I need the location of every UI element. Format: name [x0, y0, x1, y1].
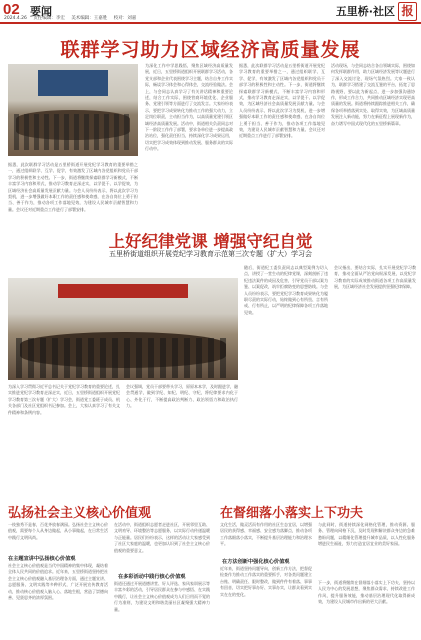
page-header [0, 0, 421, 24]
article4-subhead-1: 在方法创新中强化核心价值观 [222, 559, 290, 565]
article1-column-0: 据悉，此次联群学习活动是五里桥街道开展党纪学习教育的重要举措之一，通过组织联学、互学、促学，有效激发了区域内各党组织和党员干部学习的积极性和主动性。下一步，街道将继续探索联群学习新模式，不断丰富学习内容和形式，推动学习教育走深走实，以学促干、以学促效，为区域经济社会高质量发展贡献力量。与会人员纷纷表示，将以此次学习为契机，进一步增强做好本职工作的责任感和使命感，在各自岗位上勇于担当、善于作为，推动各项工作落地见效，为建设人民城市贡献智慧和力量。会议还对近期重点工作进行了部署安排。 [8, 162, 138, 212]
article2-column-2: 会议强调，党员干部要带头学习，原原本本学，及时跟进学，融会贯通学，做到学纪、知纪、明纪、守纪，将纪律要求内化于心、外化于行，不断提高政治判断力、政治领悟力和政治执行力。 [126, 384, 238, 409]
article3-body-3: 街道还通过开展道德讲堂、好人评选、家风家训展示等丰富多彩的活动，引导居民群众在参与中感悟、在实践中践行，让社会主义核心价值观成为人们日用而不觉的行为准则，为建设文明和谐美丽社区凝聚强大精神力量。 [114, 581, 210, 612]
article2-meeting-photo [8, 278, 238, 380]
photo-banner [58, 284, 188, 298]
article1-column-3: 活动现场，与会同志结合各自领域实际，围绕如何发挥联群作用，助力区域经济发展等议题进行了深入交流讨论，现场气氛热烈。大家一致认为，联群学习搭建了交流互鉴的平台，拓宽了思路视野，要以此为新起点，进一步加强沟通协作，形成工作合力，共同推动区域经济实现更高质量的发展。街道将持续跟踪推进相关工作，确保各项举措落到实处、取得实效，为区域高质量发展注入新动能，努力在新征程上展现新作为，奋力谱写中国式现代化的五里桥新篇章。 [331, 63, 415, 126]
newspaper-brand: 五里桥·社区 [335, 5, 395, 18]
article2-title: 上好纪律党课 增强守纪自觉 [108, 232, 313, 251]
article4-title: 在督细落小落实上下功夫 [220, 506, 364, 521]
edition-meta [4, 15, 141, 21]
article2-column-1: 为深入学习贯彻习近平总书记关于党纪学习教育的重要论述，扎实推进党纪学习教育走深走实，近日，五里桥街道组织开展党纪学习教育第三次专题（扩大）学习会，街道党工委班子成员、机关各部门及社区党组织书记参加。会上，大家认真学习了有关文件精神和条例内容。 [8, 384, 120, 415]
article4-body-2: 近年来，街道坚持问题导向，创新工作方法，把督促检查作为推动工作落实的重要抓手，对各类问题建立台账、明确责任、限时整改，做到件件有着落、事事有回音，切实把好事办好、实事办实，让群众看到实实在在的变化。 [220, 566, 312, 597]
article3-intro: 一枝独秀不是春，百花齐放春满园。弘扬社会主义核心价值观，需要每个人从身边做起，从小事做起，在日常生活中践行文明风尚。 [8, 522, 108, 540]
article3-body-2: 在活动中，街道组织志愿者走进社区，开展邻里互助、文明劝导、环境整治等志愿服务，以实际行动传递温暖与正能量。居民们纷纷表示，这样的活动让大家感受到了社区大家庭的温暖，也更加认识到了社会主义核心价值观的重要意义。 [114, 522, 210, 553]
article2-subtitle: 五里桥街道组织开展党纪学习教育示范第三次专题（扩大）学习会 [109, 250, 312, 258]
article1-column-1: 为深化工作中学思践悟，聚焦区域经济高质量发展，近日，五里桥街道组织开展联群学习活动，各党支部和企业代表围绕学习主题，结合自身工作实际，畅谈学习体会和心得体会，交流经验做法。会上，与会同志认真学习了有关讲话精神和重要论述，结合工作实际，围绕营商环境优化、企业服务、党建引领等方面进行了交流发言。大家纷纷表示，要把学习成果转化为推动工作的强大动力，立足岗位职责，主动担当作为，以高质量党建引领区域经济高质量发展。活动中，街道相关负责同志对下一阶段工作作了部署，要求各单位进一步提高政治站位，强化责任担当，持续深化学习成果运用，切实把学习成效体现到推动发展、服务群众的实际行动中。 [145, 63, 233, 152]
section-name: 要闻 [30, 5, 52, 18]
article1-column-2: 据悉，此次联群学习活动是五里桥街道开展党纪学习教育的重要举措之一，通过组织联学、互学、促学，有效激发了区域内各党组织和党员干部学习的积极性和主动性。下一步，街道将继续探索联群学习新模式，不断丰富学习内容和形式，推动学习教育走深走实，以学促干、以学促效，为区域经济社会高质量发展贡献力量。与会人员纷纷表示，将以此次学习为契机，进一步增强做好本职工作的责任感和使命感，在各自岗位上勇于担当、善于作为，推动各项工作落地见效，为建设人民城市贡献智慧和力量。会议还对近期重点工作进行了部署安排。 [239, 63, 325, 139]
article3-title: 弘扬社会主义核心价值观 [8, 506, 152, 521]
edition-date: 2024.4.26 [4, 16, 27, 21]
page-number: 02 [3, 1, 20, 18]
article2-column-4: 会议指出，要结合实际，扎实开展党纪学习教育，推动全面从严治党向纵深发展，以党纪学习教育的实际成效推动街道各项工作高质量发展，为区域经济社会发展提供坚强纪律保障。 [334, 265, 416, 290]
photo-screen [38, 70, 108, 96]
article2-column-3: 随后，街道纪工委负责同志以典型案例为切入点，讲授了一堂生动的纪律党课，深刻剖析了违纪违法案件的成因及危害，引导党员干部以案为鉴、以案促改，筑牢拒腐防变的思想防线。与会人员纷纷表示，要把党纪学习教育成果转化为履职尽责的实际行动，始终做到心有所畏、言有所戒、行有所止，以严明的纪律保障各项工作落地见效。 [244, 265, 328, 315]
article3-body-1: 社会主义核心价值观是当代中国精神的集中体现，凝结着全体人民共同的价值追求。近年来，五里桥街道坚持把社会主义核心价值观融入基层治理各方面，通过主题宣讲、志愿服务、文明实践等多种形式，广泛开展宣传教育活动，推动核心价值观入脑入心、落地生根，营造了崇德向善、见贤思齐的浓厚氛围。 [8, 563, 108, 601]
header-rule [0, 22, 421, 24]
article4-body-4: 下一步，街道将继续在督细落小落实上下功夫，坚持以人民为中心的发展思想，聚焦群众需求，持续改进工作作风，提升服务效能，推动基层治理现代化取得新成效，为建设人民城市作出新的更大贡献。 [318, 580, 415, 605]
proofreader-credit: 校对：刘嘉 [113, 16, 137, 21]
brand-stamp-logo: 报 [398, 2, 417, 21]
article4-body-3: 与此同时，街道持续深化网格化管理，推动资源、服务、管理向网格下沉，及时发现和解决群众身边的急难愁盼问题，以精细化管理提升城市品质，以人性化服务增进民生福祉，努力打造宜居宜业的美好家园。 [318, 522, 415, 547]
article1-meeting-photo [8, 64, 138, 156]
article4-body-1: 文化生活，做灵活而有作用的社区生态宜居，以增强居民的获得感、幸福感、安全感为落脚点，推动各项工作落细落小落实，不断提升基层治理能力和治理水平。 [220, 522, 312, 547]
article3-subhead-2: 在多彩活动中践行核心价值观 [118, 574, 186, 580]
editor-credit: 责任编辑：李宏 [33, 16, 65, 21]
photo-attendees [14, 114, 132, 150]
photo-attendees [16, 338, 230, 378]
article1-title: 联群学习助力区域经济高质量发展 [60, 39, 361, 61]
article2-lead [8, 265, 86, 274]
article3-subhead-1: 在主题宣讲中弘扬核心价值观 [8, 556, 76, 562]
art-editor-credit: 美术编辑：王嘉胜 [71, 16, 108, 21]
